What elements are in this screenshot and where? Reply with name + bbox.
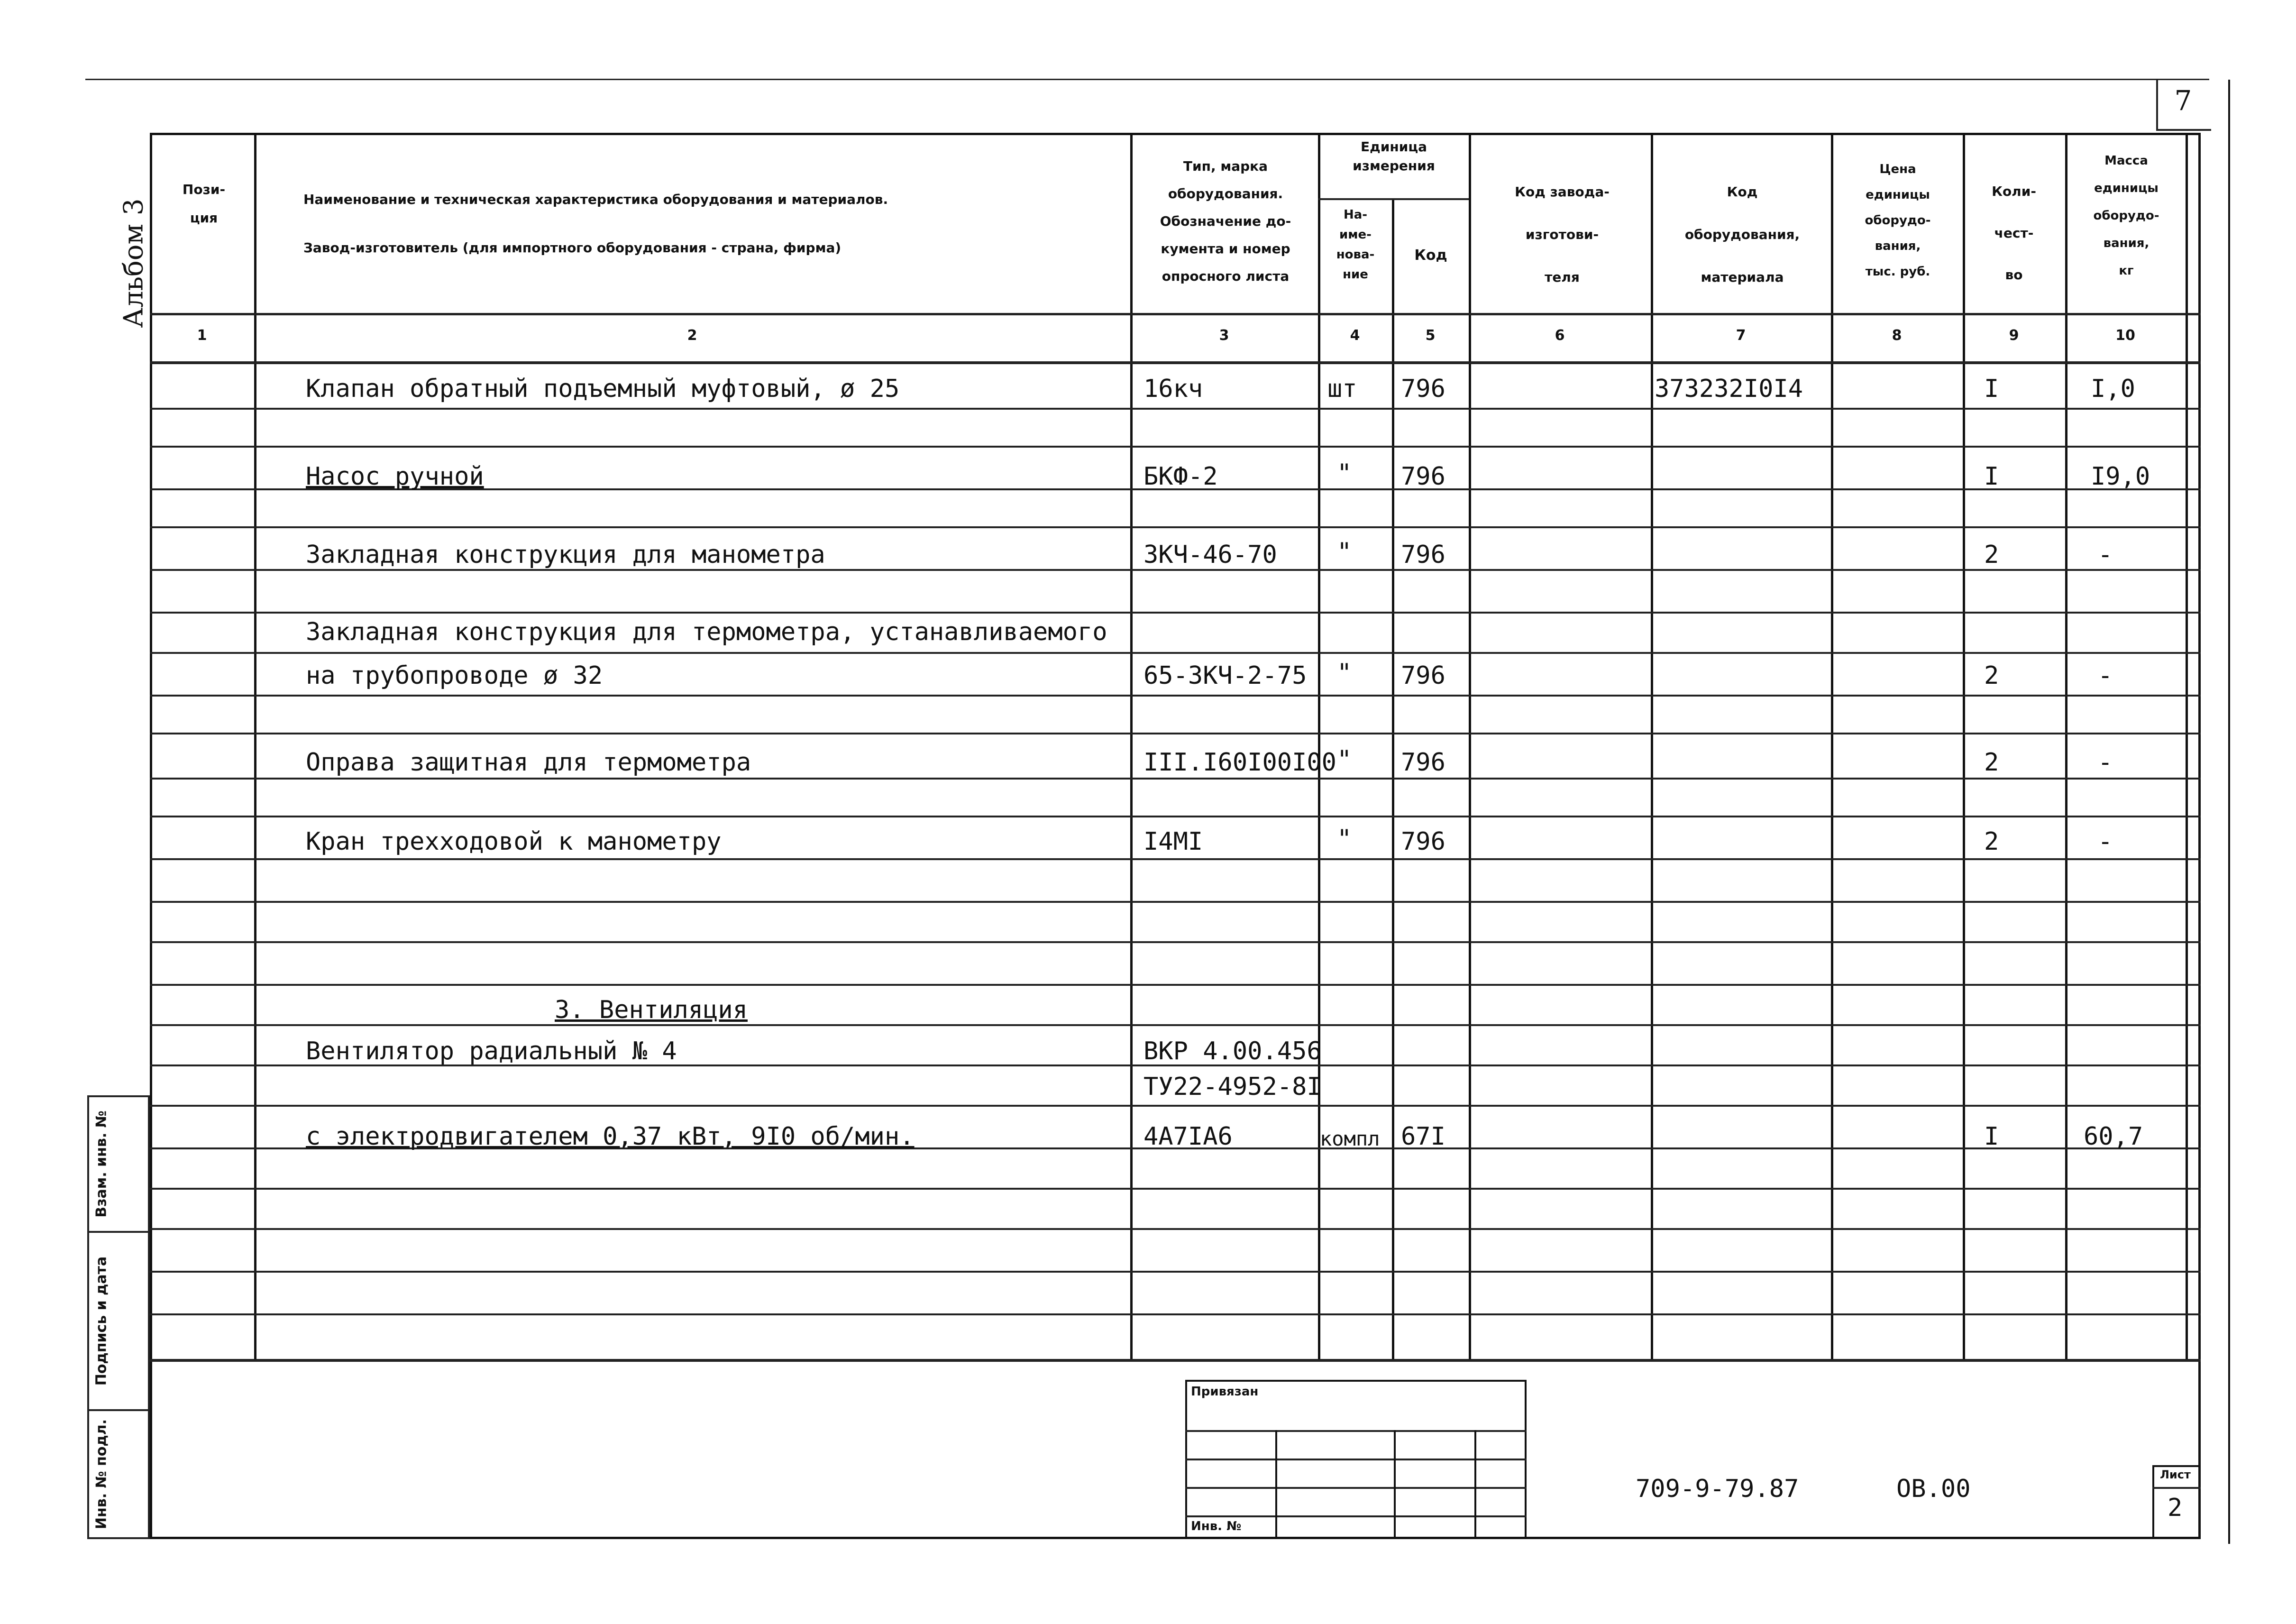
row-name: Оправа защитная для термометра [306, 748, 751, 777]
row-line [150, 1228, 2201, 1230]
table-bottom-line [150, 1359, 2201, 1362]
sheet-box-divider [2152, 1487, 2201, 1489]
col-divider [1963, 133, 1965, 1361]
column-number: 5 [1425, 327, 1436, 344]
header-unit-code: Код [1414, 247, 1447, 264]
row-line [150, 984, 2201, 986]
row-line [150, 408, 2201, 410]
row-unit: " [1337, 659, 1352, 687]
row-name: Насос ручной [306, 462, 484, 491]
row-unit-code: 796 [1401, 541, 1445, 569]
row-unit: " [1337, 745, 1352, 774]
row-mass: - [2098, 541, 2113, 569]
row-type: БКФ-2 [1143, 462, 1218, 491]
row-line [150, 1188, 2201, 1190]
row-unit-code: 796 [1401, 661, 1445, 690]
column-number: 10 [2115, 327, 2135, 344]
title-block-divider [1474, 1430, 1476, 1539]
col-divider [2065, 133, 2067, 1361]
row-line [150, 1313, 2201, 1315]
row-mass: - [2098, 661, 2113, 690]
row-unit: шт [1327, 375, 1357, 403]
colnum-bottom-line [150, 361, 2201, 364]
top-sheet-number: 7 [2174, 84, 2192, 117]
column-number: 6 [1555, 327, 1565, 344]
row-name: Закладная конструкция для манометра [306, 541, 825, 569]
row-line [150, 612, 2201, 614]
col-divider [1318, 133, 1320, 1361]
row-line [150, 778, 2201, 780]
title-block-divider [1275, 1430, 1277, 1539]
row-unit-code: 796 [1401, 462, 1445, 491]
row-type: I4MI [1143, 827, 1203, 856]
column-number: 7 [1736, 327, 1746, 344]
col-divider [1831, 133, 1833, 1361]
row-line [150, 569, 2201, 571]
row-line [150, 858, 2201, 860]
row-type: 16кч [1143, 375, 1203, 403]
row-mass: I,0 [2091, 375, 2135, 403]
header-mass: Масса единицы оборудо- вания, кг [2093, 154, 2159, 278]
row-line [150, 695, 2201, 697]
row-name: на трубопроводе ø 32 [306, 661, 603, 690]
row-quantity: 2 [1984, 748, 1999, 777]
col-divider [1392, 199, 1394, 1361]
row-line [150, 1024, 2201, 1026]
row-equipment-code: 373232I0I4 [1655, 375, 1803, 403]
column-number: 9 [2009, 327, 2019, 344]
row-line [150, 652, 2201, 654]
col-divider [1130, 133, 1133, 1361]
row-line [150, 816, 2201, 817]
row-line [150, 446, 2201, 448]
row-type: ВКР 4.00.456 [1143, 1037, 1322, 1065]
header-position: Пози- ция [182, 182, 226, 226]
header-unit: Единица измерения [1353, 139, 1435, 174]
row-quantity: 2 [1984, 541, 1999, 569]
header-unit-name: На- име- нова- ние [1336, 208, 1375, 282]
row-type: III.I60I00I00 [1143, 748, 1336, 777]
column-number: 4 [1350, 327, 1360, 344]
header-equipment-code: Код оборудования, материала [1684, 184, 1800, 285]
row-type: 65-ЗКЧ-2-75 [1143, 661, 1307, 690]
section-heading: 3. Вентиляция [555, 996, 748, 1024]
right-border-line [2228, 80, 2230, 1544]
column-number: 1 [197, 327, 207, 344]
row-unit-code: 796 [1401, 748, 1445, 777]
title-block-divider [1394, 1430, 1396, 1539]
row-type: ЗКЧ-46-70 [1143, 541, 1277, 569]
album-label: Альбом 3 [118, 198, 149, 328]
top-rule [85, 79, 2209, 80]
row-line [150, 526, 2201, 528]
header-price: Цена единицы оборудо- вания, тыс. руб. [1865, 162, 1931, 279]
row-line [150, 1105, 2201, 1107]
row-name: Закладная конструкция для термометра, устанавливаемого [306, 618, 1107, 646]
row-unit-code: 67I [1401, 1122, 1445, 1151]
stamp-inv-label: Инв. № подл. [93, 1419, 110, 1530]
title-block-inv-label: Инв. № [1191, 1519, 1242, 1533]
row-unit-code: 796 [1401, 375, 1445, 403]
row-name: с электродвигателем 0,37 кВт, 9I0 об/мин. [306, 1122, 915, 1151]
stamp-vzam-label: Взам. инв. № [93, 1110, 110, 1218]
row-unit-code: 796 [1401, 827, 1445, 856]
row-mass: - [2098, 748, 2113, 777]
column-number: 2 [687, 327, 697, 344]
header-quantity: Коли- чест- во [1992, 184, 2036, 283]
row-line [150, 1271, 2201, 1273]
row-unit: " [1337, 459, 1352, 487]
header-name: Наименование и техническая характеристика оборудования и материалов. Завод-изготовитель (для импортного оборудования - страна, фирма) [303, 192, 888, 256]
row-name: Кран трехходовой к манометру [306, 827, 722, 856]
unit-header-divider [1318, 198, 1469, 200]
title-block-privyazan-label: Привязан [1191, 1385, 1259, 1399]
row-type: 4А7IА6 [1143, 1122, 1233, 1151]
stamp-podpis-label: Подпись и дата [93, 1256, 110, 1386]
row-name: Клапан обратный подъемный муфтовый, ø 25 [306, 375, 900, 403]
row-quantity: 2 [1984, 661, 1999, 690]
col-divider [1469, 133, 1471, 1361]
row-line [150, 733, 2201, 734]
row-line [150, 941, 2201, 943]
sheet-value: 2 [2168, 1494, 2183, 1522]
row-type: ТУ22-4952-8I [1143, 1073, 1322, 1101]
column-number: 3 [1219, 327, 1229, 344]
row-quantity: I [1984, 375, 1999, 403]
row-line [150, 901, 2201, 903]
row-quantity: I [1984, 462, 1999, 491]
col-divider [254, 133, 256, 1361]
header-type: Тип, марка оборудования. Обозначение до- кумента и номер опросного листа [1160, 158, 1291, 284]
row-quantity: I [1984, 1122, 1999, 1151]
col-divider [1651, 133, 1653, 1361]
row-quantity: 2 [1984, 827, 1999, 856]
row-unit: " [1337, 538, 1352, 566]
row-mass: 60,7 [2084, 1122, 2143, 1151]
sheet-label: Лист [2160, 1468, 2191, 1481]
row-unit: компл [1320, 1127, 1380, 1150]
header-bottom-line [150, 313, 2201, 315]
document-code: 709-9-79.87 [1636, 1475, 1799, 1503]
column-number: 8 [1892, 327, 1902, 344]
row-mass: I9,0 [2091, 462, 2150, 491]
col-divider [2186, 133, 2188, 1361]
row-name: Вентилятор радиальный № 4 [306, 1037, 677, 1065]
section-code: ОВ.00 [1896, 1475, 1971, 1503]
header-factory-code: Код завода- изготови- теля [1515, 184, 1610, 285]
row-mass: - [2098, 827, 2113, 856]
row-unit: " [1337, 825, 1352, 853]
